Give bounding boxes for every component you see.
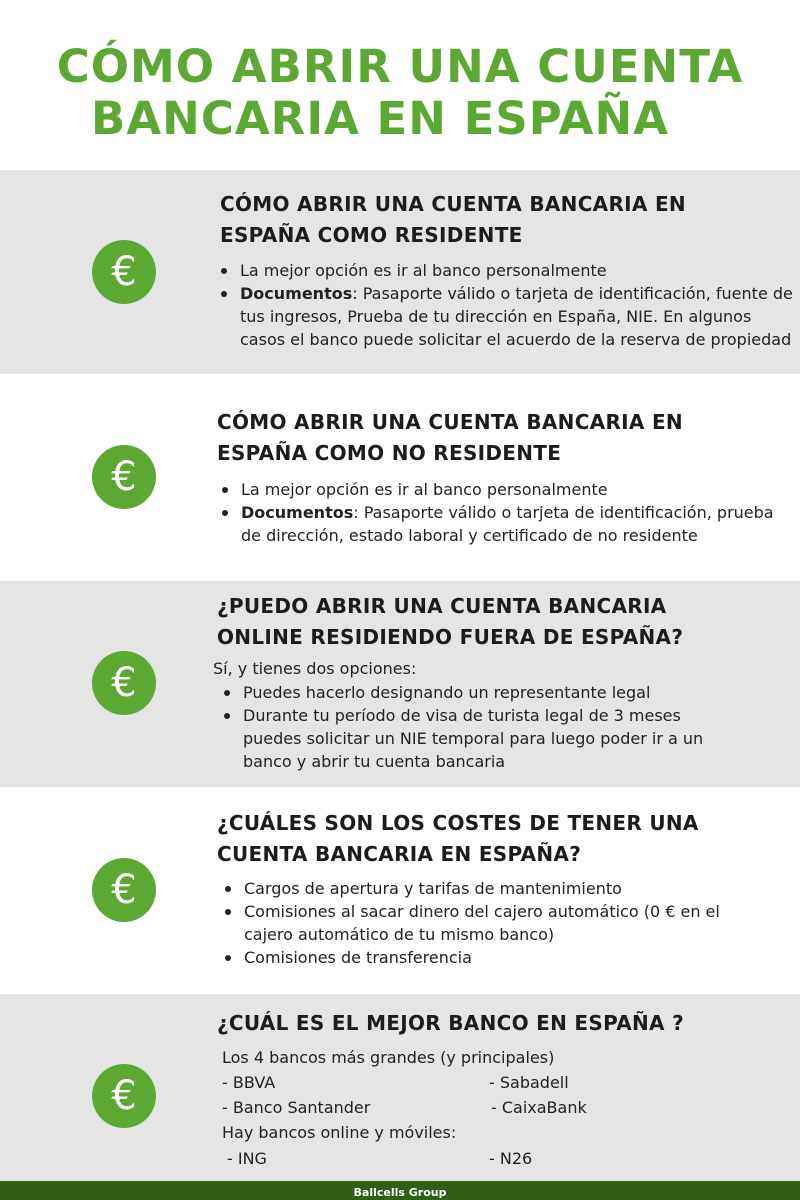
page-title-line-1: CÓMO ABRIR UNA CUENTA (56, 40, 744, 93)
bullet-list (222, 877, 772, 969)
euro-glyph: € (111, 867, 137, 913)
section-heading-line-1: CÓMO ABRIR UNA CUENTA BANCARIA EN (220, 192, 686, 216)
bullet-list (221, 681, 741, 773)
euro-icon (92, 445, 156, 509)
section-heading-line-1: ¿CUÁLES SON LOS COSTES DE TENER UNA (217, 811, 699, 835)
euro-glyph: € (111, 660, 137, 706)
euro-icon (92, 1064, 156, 1128)
list-item-text: Cargos de apertura y tarifas de mantenimiento (244, 879, 622, 898)
section-heading-line-1: CÓMO ABRIR UNA CUENTA BANCARIA EN (217, 410, 683, 434)
section-heading-line-2: CUENTA BANCARIA EN ESPAÑA? (217, 842, 582, 866)
list-item-text: Comisiones al sacar dinero del cajero automático (0 € en el cajero automático de tu mismo banco) (244, 902, 720, 944)
section-intro: Sí, y tienes dos opciones: (213, 659, 417, 678)
section-heading-line-2: ESPAÑA COMO RESIDENTE (220, 223, 523, 247)
bank-ing: - ING (227, 1149, 267, 1168)
bank-caixabank: - CaixaBank (491, 1098, 587, 1117)
bank-santander: - Banco Santander (222, 1098, 371, 1117)
section-heading: ¿CUÁL ES EL MEJOR BANCO EN ESPAÑA ? (217, 1011, 684, 1035)
section-heading-line-2: ONLINE RESIDIENDO FUERA DE ESPAÑA? (217, 625, 684, 649)
list-item (222, 900, 772, 946)
list-item (219, 501, 791, 547)
section-non-resident (0, 374, 800, 581)
euro-glyph: € (111, 454, 137, 500)
section-heading (217, 591, 792, 653)
section-heading (217, 808, 792, 870)
section-best-bank (0, 994, 800, 1181)
euro-icon (92, 651, 156, 715)
list-item (218, 259, 793, 282)
list-item (222, 877, 772, 900)
bank-sabadell: - Sabadell (489, 1073, 569, 1092)
section-heading-line-1: ¿PUEDO ABRIR UNA CUENTA BANCARIA (217, 594, 667, 618)
list-item-text: Comisiones de transferencia (244, 948, 472, 967)
euro-glyph: € (111, 1073, 137, 1119)
bullet-list (219, 478, 791, 547)
list-item-text: La mejor opción es ir al banco personalmente (241, 480, 608, 499)
euro-icon (92, 858, 156, 922)
online-banks-intro: Hay bancos online y móviles: (222, 1123, 457, 1142)
documents-label: Documentos (240, 284, 353, 303)
section-heading (217, 407, 787, 469)
banks-intro: Los 4 bancos más grandes (y principales) (222, 1048, 555, 1067)
section-heading (220, 189, 790, 251)
list-item (221, 681, 741, 704)
page-title (0, 0, 800, 170)
documents-label: Documentos (241, 503, 354, 522)
list-item-text: : Pasaporte válido o tarjeta de identificación, prueba de dirección, estado laboral y certificado de no residente (241, 503, 774, 545)
list-item (218, 282, 793, 351)
page-title-line-2: BANCARIA EN ESPAÑA (91, 92, 669, 145)
list-item (219, 478, 791, 501)
list-item-text: Durante tu período de visa de turista legal de 3 meses puedes solicitar un NIE temporal para luego poder ir a un banco y abrir tu cuenta bancaria (243, 706, 704, 771)
section-resident (0, 170, 800, 374)
footer-brand: Ballcells Group (353, 1186, 447, 1199)
list-item-text: : Pasaporte válido o tarjeta de identificación, fuente de tus ingresos, Prueba de tu dirección en España, NIE. En algunos casos el banco puede solicitar el acuerdo de la reserva de propiedad (240, 284, 793, 349)
footer (0, 1181, 800, 1200)
euro-glyph: € (111, 249, 137, 295)
euro-icon (92, 240, 156, 304)
section-costs (0, 787, 800, 994)
list-item (221, 704, 741, 773)
bank-n26: - N26 (489, 1149, 533, 1168)
list-item-text: Puedes hacerlo designando un representante legal (243, 683, 651, 702)
section-heading-line-2: ESPAÑA COMO NO RESIDENTE (217, 441, 562, 465)
list-item (222, 946, 772, 969)
bullet-list (218, 259, 793, 351)
list-item-text: La mejor opción es ir al banco personalmente (240, 261, 607, 280)
section-online-abroad (0, 581, 800, 787)
bank-bbva: - BBVA (222, 1073, 276, 1092)
